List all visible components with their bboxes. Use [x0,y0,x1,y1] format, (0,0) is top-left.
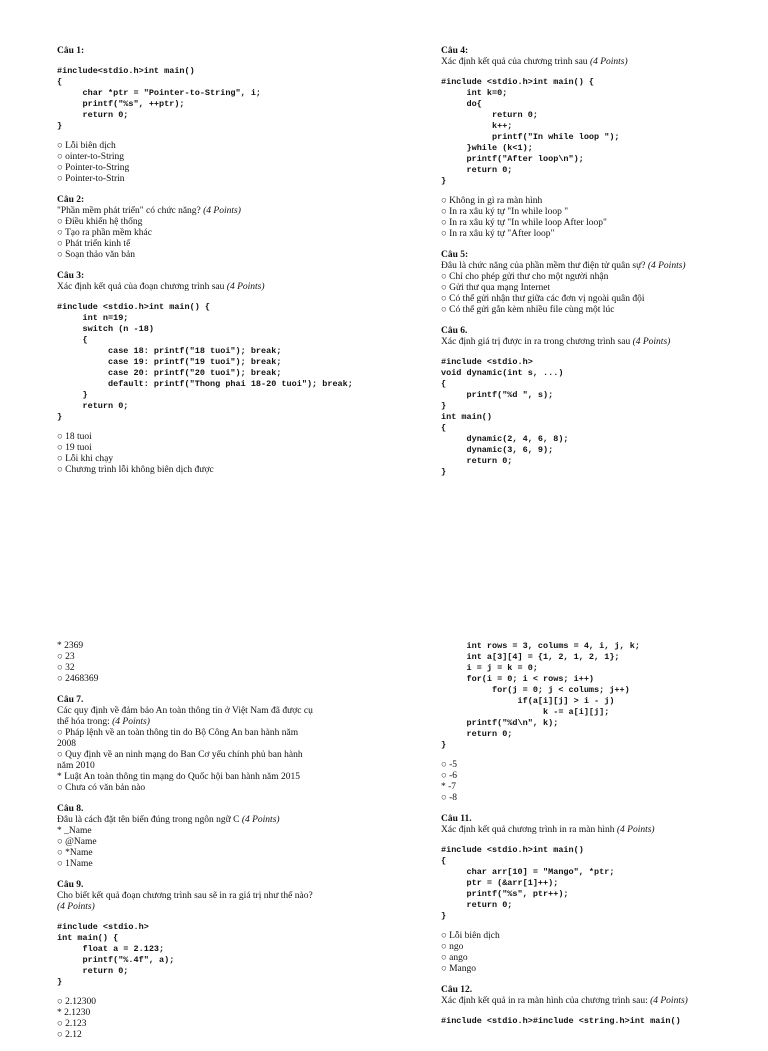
option[interactable]: ○ 1Name [57,859,93,869]
option[interactable]: ○ 23 [57,652,75,662]
question-title: Câu 7. [57,695,84,705]
question-title: Câu 8. [57,804,84,814]
code-block: #include <stdio.h>int main() { char arr[10] = "Mango", *ptr; ptr = (&arr[1]++); printf("%s", ptr++); return 0; } [441,845,615,921]
option[interactable]: ○ Soạn thảo văn bản [57,250,136,260]
question-text: Đâu là chức năng của phần mềm thư điện tử quân sự? (4 Points) [441,261,686,271]
question-11 [441,814,761,975]
option[interactable]: ○ In ra xâu ký tự "In while loop " [441,207,569,217]
option[interactable]: * 2369 [57,641,84,651]
question-title: Câu 4: [441,46,469,56]
option[interactable]: ○ In ra xâu ký tự "After loop" [441,229,555,239]
option[interactable]: ○ Có thể gửi nhận thư giữa các đơn vị ngoài quân đội [441,294,645,304]
option[interactable]: ○ Pointer-to-Strin [57,174,125,184]
option[interactable]: ○ Lỗi biên dịch [57,141,116,151]
option[interactable]: ○ Lỗi khi chạy [57,454,114,464]
option[interactable]: ○ Chưa có văn bản nào [57,783,146,793]
option[interactable]: ○ Chương trình lỗi không biên dịch được [57,465,214,475]
page2-left-column [57,641,377,1051]
question-10 [441,641,761,804]
code-block: #include <stdio.h>int main() { int n=19; switch (n -18) { case 18: printf("18 tuoi"); break; case 19: printf("19 tuoi"); break; case 20: printf("20 tuoi"); break; default: printf("Thong phai 18-20 tuoi"); break; } return 0; } [57,302,353,422]
code-block: #include <stdio.h> void dynamic(int s, ...) { printf("%d ", s); } int main() { dynamic(2, 4, 6, 8); dynamic(3, 6, 9); return 0; } [441,357,569,477]
code-block: #include<stdio.h>int main() { char *ptr = "Pointer-to-String", i; printf("%s", ++ptr); return 0; } [57,66,262,131]
question-title: Câu 5: [441,250,469,260]
question-text: "Phần mềm phát triển" có chức năng? (4 Points) [57,206,241,216]
code-block: #include <stdio.h>#include <string.h>int main() [441,1016,681,1026]
option[interactable]: ○ Pointer-to-String [57,163,130,173]
code-block: #include <stdio.h>int main() { int k=0; do{ return 0; k++; printf("In while loop "); }while (k<1); printf("After loop\n"); return 0; } [441,77,620,186]
option[interactable]: ○ -5 [441,760,458,770]
option[interactable]: * _Name [57,826,92,836]
option[interactable]: ○ 18 tuoi [57,432,92,442]
question-title: Câu 12. [441,985,473,995]
question-9 [57,880,377,1041]
question-7 [57,695,377,794]
question-2 [57,195,377,261]
option[interactable]: * 2.1230 [57,1008,91,1018]
option[interactable]: * Luật An toàn thông tin mạng do Quốc hội ban hành năm 2015 [57,772,301,782]
option[interactable]: ○ Gửi thư qua mạng Internet [441,283,551,293]
option[interactable]: ○ Có thể gửi gắn kèm nhiều file cùng một lúc [441,305,615,315]
option[interactable]: ○ 2.12300 [57,997,96,1007]
page1-right-column [441,46,761,488]
option[interactable]: ○ Quy định về an ninh mạng do Ban Cơ yếu chính phủ ban hành năm 2010 [57,750,303,771]
option[interactable]: ○ Không in gì ra màn hình [441,196,543,206]
question-text: Xác định kết quả in ra màn hình của chương trình sau: (4 Points) [441,996,688,1006]
question-text: Xác định kết quả của đoạn chương trình sau (4 Points) [57,282,265,292]
question-4 [441,46,761,240]
option[interactable]: ○ -8 [441,793,458,803]
option[interactable]: ○ Pháp lệnh về an toàn thông tin do Bộ Công An ban hành năm 2008 [57,728,299,749]
option[interactable]: ○ 19 tuoi [57,443,92,453]
code-block: #include <stdio.h> int main() { float a = 2.123; printf("%.4f", a); return 0; } [57,922,175,987]
question-8 [57,804,377,870]
option[interactable]: ○ *Name [57,848,93,858]
code-block: int rows = 3, colums = 4, i, j, k; int a[3][4] = {1, 2, 1, 2, 1}; i = j = k = 0; for(i = 0; i < rows; i++) for(j = 0; j < colums; j++) if(a[i][j] > i - j) k -= a[i][j]; printf("%d\n", k); return 0; } [441,641,640,750]
page1-left-column [57,46,377,486]
question-text: Xác định kết quả chương trình in ra màn hình (4 Points) [441,825,655,835]
option[interactable]: ○ Chỉ cho phép gửi thư cho một người nhận [441,272,609,282]
question-title: Câu 9. [57,880,84,890]
page2-right-column [441,641,761,1037]
question-text: Các quy định về đảm bảo An toàn thông tin ở Việt Nam đã được cụ thể hóa trong: (4 Points) [57,706,313,727]
question-6 [441,326,761,478]
option[interactable]: ○ ango [441,953,468,963]
question-text: Cho biết kết quả đoạn chương trình sau sẽ in ra giá trị như thế nào? (4 Points) [57,891,313,912]
question-12 [441,985,761,1027]
option[interactable]: ○ ointer-to-String [57,152,125,162]
option[interactable]: ○ Mango [441,964,477,974]
option[interactable]: ○ 2.123 [57,1019,87,1029]
question-title: Câu 3: [57,271,85,281]
question-3 [57,271,377,476]
option[interactable]: ○ 2.12 [57,1030,82,1040]
question-title: Câu 6. [441,326,468,336]
option[interactable]: ○ 2468369 [57,674,99,684]
option[interactable]: ○ -6 [441,771,458,781]
option[interactable]: * -7 [441,782,457,792]
option[interactable]: ○ Lỗi biên dịch [441,931,500,941]
option[interactable]: ○ Phát triển kinh tế [57,239,131,249]
option[interactable]: ○ Tạo ra phần mềm khác [57,228,152,238]
question-title: Câu 11. [441,814,472,824]
question-title: Câu 1: [57,46,85,56]
option[interactable]: ○ Điều khiển hệ thống [57,217,143,227]
question-1 [57,46,377,185]
option[interactable]: ○ 32 [57,663,75,673]
question-text: Xác định kết quả của chương trình sau (4 Points) [441,57,628,67]
question-text: Đâu là cách đặt tên biến đúng trong ngôn ngữ C (4 Points) [57,815,280,825]
option[interactable]: ○ ngo [441,942,464,952]
question-5 [441,250,761,316]
question-6-options [57,641,377,685]
question-text: Xác định giá trị được in ra trong chương trình sau (4 Points) [441,337,671,347]
question-title: Câu 2: [57,195,85,205]
option[interactable]: ○ In ra xâu ký tự "In while loop After loop" [441,218,607,228]
option[interactable]: ○ @Name [57,837,97,847]
